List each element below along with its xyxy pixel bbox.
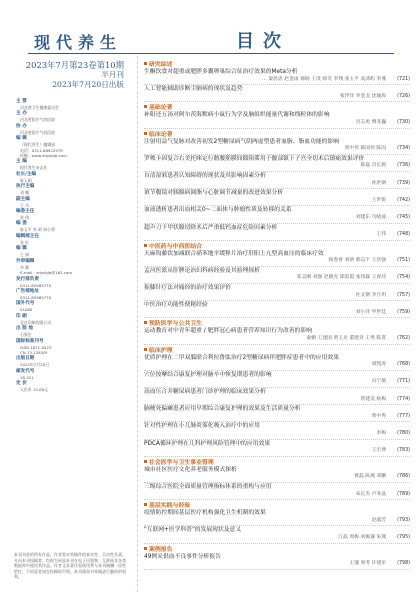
- masthead-label: 出版日期: [16, 356, 35, 362]
- article-meta: [144, 94, 410, 101]
- article-title: 自清湿邪患者认知障碍的现状及其影响因素分析: [144, 172, 266, 179]
- article-entry[interactable]: [144, 268, 410, 284]
- article-page: (751): [397, 258, 410, 264]
- article-meta: [144, 163, 410, 170]
- article-authors: 常建美 杨梅: [360, 396, 386, 402]
- article-page: (777): [397, 413, 410, 419]
- section-title: 基层实践与经验: [149, 503, 191, 510]
- masthead-value: 河北省卫生健康委员会: [20, 105, 59, 110]
- article-authors: 杜文钢 李月玥: [355, 292, 386, 298]
- masthead-value: E-mail：xdysbjb@163.com: [20, 270, 73, 276]
- section-title: 临床护理: [149, 347, 173, 354]
- section-marker-icon: [144, 547, 147, 550]
- section-marker-icon: [144, 62, 147, 65]
- article-entry[interactable]: [144, 190, 410, 206]
- article-title: 注射用益气复脉对改善初发2型糖尿病气阴两虚型患者血脂、脂血功能的影响: [144, 138, 339, 145]
- issue-year-month: 2023年7月第23卷第10期: [25, 60, 124, 70]
- article-title: 血液透析患者出血相关0~二面体与肿瘤性质及转移的关系: [144, 207, 292, 214]
- section-heading: [144, 546, 410, 554]
- article-authors: 刘小萍 申世廷: [355, 309, 386, 315]
- section-marker-icon: [144, 348, 147, 351]
- article-title: 生酮饮食对超重或肥胖多囊卵巢综合征治疗效果的Meta分析: [144, 69, 298, 75]
- article-authors: 王宏伸: [371, 448, 386, 454]
- article-page: (748): [397, 232, 410, 238]
- article-authors: 王世锐: [371, 197, 386, 203]
- issue-publish-date: 2023年7月20日出版: [52, 80, 124, 89]
- section-title: 研究综述: [149, 62, 173, 68]
- article-authors: 秦媚 王建国 黄玉龙 董建奇 王秀 陈熹: [306, 336, 386, 342]
- article-entry[interactable]: [144, 251, 410, 267]
- masthead-label: 邮发代号: [16, 368, 35, 374]
- section-marker-icon: [144, 321, 147, 324]
- article-meta: [144, 258, 410, 265]
- article-authors: 陈磊 肖长源: [360, 163, 386, 169]
- article-authors: 刘建东 乌晓波: [355, 214, 386, 220]
- article-title: 脑梗死偏瘫患者应用早期综合康复护理的效果及生活质量分析: [144, 406, 301, 413]
- masthead-label: 社长/主编: [16, 171, 37, 177]
- masthead-label: 国际标准刊号: [16, 338, 44, 344]
- article-page: (745): [397, 214, 410, 220]
- masthead-value: 0311-85985770: [20, 282, 52, 288]
- article-title: PDCA循环护理在儿科护理风险管理中的应用效果: [144, 440, 271, 447]
- article-meta: [144, 397, 410, 404]
- masthead-value: 人民币 15.00元: [20, 387, 48, 393]
- article-entry[interactable]: [144, 86, 410, 102]
- article-title: 优质护理在二甲双胍联合利拉鲁肽治疗2型糖尿病伴肥胖症患者中的应用效果: [144, 354, 339, 361]
- column-divider: [137, 56, 138, 592]
- masthead-label: 印 刷: [16, 313, 27, 319]
- article-entry[interactable]: [144, 406, 410, 422]
- article-meta: [144, 448, 410, 455]
- article-meta: [144, 181, 410, 188]
- article-page: (736): [397, 163, 410, 169]
- masthead-label: 国外代号: [16, 301, 35, 307]
- masthead-label: 编 辑: [16, 136, 27, 142]
- article-entry[interactable]: [144, 225, 410, 241]
- article-authors: 周中伟 陈国伟 陈因: [344, 146, 386, 152]
- article-meta: [144, 275, 410, 282]
- masthead: [16, 98, 126, 393]
- article-authors: 朱长杰 卢冬晶: [355, 491, 386, 497]
- masthead-label: 广告部地址: [16, 288, 39, 294]
- article-authors: 孙洪钢: [371, 180, 386, 186]
- masthead-label: 编 委: [16, 221, 27, 227]
- article-title: "互联网+医学科普"的发展现状及意义: [144, 527, 242, 534]
- article-meta: [144, 535, 410, 542]
- article-page: (774): [397, 396, 410, 402]
- article-page: (759): [397, 309, 410, 315]
- masthead-label: 主 办: [16, 111, 27, 117]
- article-meta: [144, 379, 410, 386]
- section-title: 预防医学与公共卫生: [149, 321, 203, 328]
- article-title: 针对性护理在小儿肺炎雾化吸入治疗中的应用: [144, 423, 260, 430]
- article-entry[interactable]: [144, 139, 410, 155]
- masthead-value: 电话：0311-86922979: [20, 147, 63, 153]
- masthead-value: 0311-85985770: [20, 294, 52, 300]
- masthead-label: 执行主编: [16, 184, 35, 190]
- article-page: (734): [397, 146, 410, 152]
- section-marker-icon: [144, 244, 147, 247]
- article-authors: 张浮洋 李金戈 沈瑜海: [339, 93, 386, 99]
- section-marker-icon: [144, 460, 147, 463]
- article-authors: 崔志刚 刘强 赵晓光 邵思霞 张伟霖 王春玲: [296, 275, 386, 281]
- article-meta: [144, 336, 410, 343]
- article-meta: [144, 146, 410, 153]
- masthead-value: 王 娟: [20, 252, 30, 258]
- masthead-value: 投稿：www.xdysbjb.com: [20, 153, 67, 159]
- masthead-value: ISSN 1671-0223: [20, 344, 52, 350]
- article-meta: [144, 198, 410, 205]
- journal-title: 现代养生: [34, 33, 123, 52]
- masthead-value: 陈玉娟: [20, 177, 32, 183]
- masthead-label: 出 版 地: [16, 326, 33, 332]
- article-page: (721): [397, 76, 410, 82]
- article-page: (798): [397, 561, 410, 567]
- article-meta: [144, 310, 410, 317]
- article-title: 49例采供血不良事件分析报告: [144, 553, 221, 560]
- section-heading: [144, 131, 410, 139]
- section-heading: [144, 61, 410, 69]
- article-authors: … 秦思思 赵金雨 郝杨 王茂 韩笑 李翔 张玉平 高沛屿 李燕: [261, 76, 386, 82]
- section-title: 案例报告: [149, 546, 173, 553]
- article-entry[interactable]: [144, 355, 410, 371]
- article-title: 城市社区医疗文化养老服务模式探析: [144, 466, 237, 473]
- article-title: 振膝针疗法对痛经的治疗效果评价: [144, 285, 231, 292]
- issue-frequency: 半月刊: [101, 70, 124, 79]
- masthead-label: 主 管: [16, 99, 27, 104]
- article-entry[interactable]: [144, 527, 410, 543]
- article-title: 罗哌卡因复合右美托咪定行髂腰筋膜间隙阻滞用于髋部镇下子宫全切术后镇痛效果评价: [144, 155, 365, 162]
- header-divider: [28, 53, 394, 54]
- article-title: 填节腹镜对胰腺病调脂与心脏调节减量的改进效果分析: [144, 190, 284, 197]
- masthead-value: 河北省医疗气功医院: [20, 117, 56, 123]
- article-title: 三级综合医院全面质量管理指标体系的重构与应用: [144, 483, 272, 490]
- article-page: (762): [397, 336, 410, 342]
- article-meta: [144, 362, 410, 369]
- masthead-label: 主 编: [16, 159, 27, 165]
- article-meta: [144, 492, 410, 499]
- article-entry[interactable]: [144, 510, 410, 526]
- article-entry[interactable]: [144, 554, 410, 570]
- section-marker-icon: [144, 132, 147, 135]
- article-page: (742): [397, 197, 410, 203]
- article-page: (783): [397, 448, 410, 454]
- masthead-value: 李 静: [20, 264, 30, 270]
- article-page: (739): [397, 180, 410, 186]
- article-meta: [144, 518, 410, 525]
- masthead-value: 张 伟: [20, 215, 30, 221]
- article-page: (771): [397, 379, 410, 385]
- article-title: 人工智能辅助诊断尘肺病的现状及趋势: [144, 86, 243, 93]
- article-page: (754): [397, 275, 410, 281]
- article-title: 中医治疗功能性便秘经验: [144, 302, 208, 309]
- toc-title: 目次: [236, 31, 290, 52]
- masthead-value: 王 丹: [20, 202, 30, 208]
- article-meta: [144, 474, 410, 481]
- section-title: 基础论著: [149, 105, 173, 112]
- article-meta: [144, 414, 410, 421]
- article-entry[interactable]: [144, 207, 410, 223]
- issue-info: [14, 60, 124, 90]
- article-entry[interactable]: [144, 484, 410, 500]
- article-authors: 王伟: [376, 232, 386, 238]
- article-entry[interactable]: [144, 285, 410, 301]
- article-authors: 李梅: [376, 430, 386, 436]
- masthead-value: 张 红: [20, 239, 30, 245]
- article-page: (730): [397, 119, 410, 125]
- masthead-label: 编辑部主任: [16, 233, 39, 239]
- article-authors: 胡凯涛: [371, 362, 386, 368]
- article-title: 疫情防控期间基层医疗机构强化卫生机制的效果: [144, 510, 266, 517]
- section-heading: [144, 243, 410, 251]
- article-entry[interactable]: [144, 69, 410, 85]
- section-title: 社会医学与卫生事业管理: [149, 459, 214, 466]
- section-heading: [144, 347, 410, 355]
- article-title: 超声刀下甲状腺切除术后严重低钙血症危险因素分析: [144, 224, 278, 231]
- masthead-value: 刘 娜: [20, 190, 30, 196]
- masthead-value: 现代养生杂志社: [20, 165, 48, 171]
- copyright-notice: 本刊刊登的所有作品，作者需对其稿件的真实性、合法性负责。凡向本刊投稿者，均视为同意本刊在电子出版物、互联网及各类数据库中使用其作品，作者文章著作权使用费与本刊稿酬一次性给付，不同意者请在投稿时声明。本刊保留对来稿进行删改的权利。: [14, 552, 126, 580]
- article-entry[interactable]: [144, 156, 410, 172]
- section-marker-icon: [144, 105, 147, 108]
- article-entry[interactable]: [144, 441, 410, 457]
- masthead-value: 陈玉平 李 莉 周小勇: [20, 227, 55, 233]
- article-page: (726): [397, 93, 410, 99]
- masthead-label: 协 办: [16, 123, 27, 129]
- section-title: 中医药与中西医结合: [149, 243, 203, 250]
- section-marker-icon: [144, 503, 147, 506]
- article-page: (795): [397, 534, 410, 540]
- masthead-label: 定 价: [16, 381, 27, 387]
- article-title: 运动教育对中青年超重 / 肥胖冠心病患者营养知识行为改善的影响: [144, 328, 312, 335]
- article-meta: [144, 232, 410, 239]
- article-title: 天麻钩藤饮加减联合硝苯地平缓释片治疗肝阳上亢型高血压的临床疗效: [144, 250, 324, 257]
- article-title: 穴位按摩结合康复护理对脑卒中恢复期患者的影响: [144, 371, 272, 378]
- article-page: (768): [397, 362, 410, 368]
- article-page: (780): [397, 430, 410, 436]
- article-authors: 黄磊 陈燕 邓鹏: [354, 474, 386, 480]
- masthead-label: 编 辑: [16, 246, 27, 252]
- article-title: 补阳还五汤对阿尔茨海默病小鼠行为学及脑组织能量代谢和线粒体的影响: [144, 112, 330, 119]
- masthead-value: 2023年7月20日: [20, 362, 49, 368]
- article-entry[interactable]: [144, 389, 410, 405]
- article-entry[interactable]: [144, 173, 410, 189]
- article-entry[interactable]: [144, 423, 410, 439]
- masthead-value: 18-221: [20, 374, 34, 380]
- article-authors: 宫志勇 傅亚巍: [355, 119, 386, 125]
- masthead-value: S1080: [20, 307, 33, 313]
- article-meta: [144, 431, 410, 438]
- article-entry[interactable]: [144, 112, 410, 128]
- article-meta: [144, 120, 410, 127]
- article-page: (789): [397, 491, 410, 497]
- article-entry[interactable]: [144, 328, 410, 344]
- article-entry[interactable]: [144, 372, 410, 388]
- article-entry[interactable]: [144, 467, 410, 483]
- article-authors: 江磊 周梅 刘俊谦 朱燕: [338, 534, 386, 540]
- article-authors: 赵淑芳: [371, 517, 386, 523]
- article-title: 高血压合并糖尿病患者门诊护理的临床效果分析: [144, 389, 266, 395]
- masthead-value: 《现代养生》编辑部: [20, 142, 56, 148]
- masthead-value: 北京印刷有限公司: [20, 319, 52, 325]
- article-meta: [144, 77, 410, 84]
- masthead-value: 石家庄: [20, 332, 32, 338]
- article-title: 孟河医派从肝脾论治妇科病经验及其验理探析: [144, 267, 260, 274]
- article-meta: [144, 215, 410, 222]
- section-heading: [144, 502, 410, 510]
- article-page: (786): [397, 474, 410, 480]
- masthead-label: 编委主任: [16, 209, 35, 215]
- article-authors: 黄中秀: [371, 413, 386, 419]
- article-entry[interactable]: [144, 302, 410, 318]
- masthead-value: 河北省医疗气功医院: [20, 129, 56, 135]
- masthead-label: 发行部负责: [16, 276, 39, 282]
- section-title: 临床论著: [149, 131, 173, 138]
- article-meta: [144, 293, 410, 300]
- article-authors: 王瑰 周考 许建军: [349, 561, 386, 567]
- article-authors: 杨春香 刘炳 郝志宇 王浩强: [328, 258, 386, 264]
- article-meta: [144, 561, 410, 568]
- masthead-label: 副主编: [16, 196, 30, 202]
- article-authors: 冯宁敏: [371, 379, 386, 385]
- article-page: (793): [397, 517, 410, 523]
- masthead-value: CN 13-1283/R: [20, 349, 48, 355]
- table-of-contents: [144, 59, 410, 571]
- article-page: (757): [397, 292, 410, 298]
- masthead-label: 外审编辑: [16, 258, 35, 264]
- section-heading: [144, 459, 410, 467]
